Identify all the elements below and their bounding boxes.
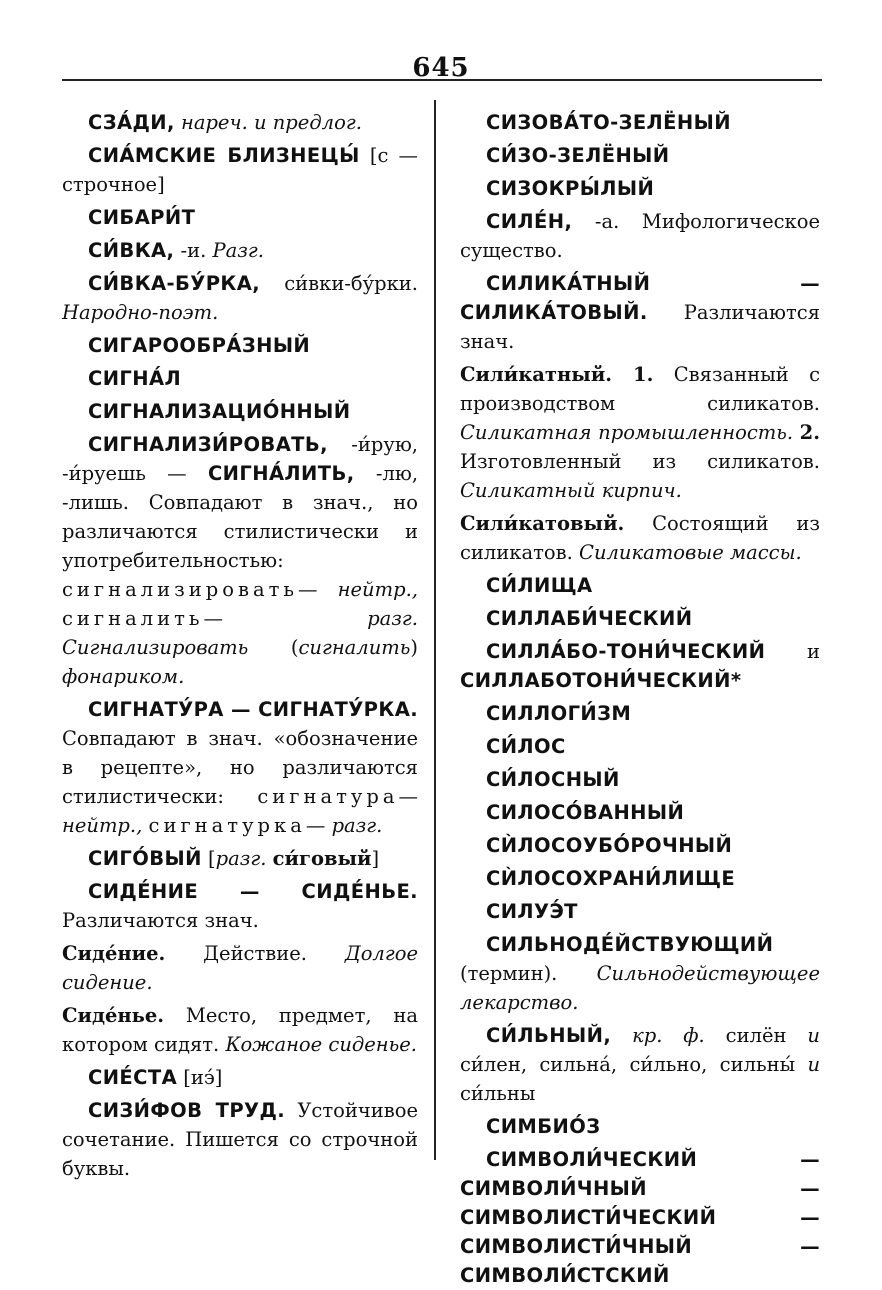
style-note: разг. <box>331 814 383 837</box>
subentry-silikatnyi <box>460 360 820 505</box>
spaced-term: сигнатурка <box>148 814 306 837</box>
grammar-note: -и́рую, -и́руешь — <box>62 433 418 485</box>
definition: [с — строчное] <box>62 144 418 196</box>
entry-sillabo-tonicheskii <box>460 637 820 695</box>
entry-sizifov-trud <box>62 1096 418 1183</box>
example: Долгое сидение. <box>62 942 418 994</box>
headword-variant: СИЛЛАБОТОНИ́ЧЕСКИЙ* <box>460 669 742 692</box>
headword: СИЛЕ́Н, <box>486 210 573 233</box>
bracket-open: [ <box>208 847 216 870</box>
headword: СЗА́ДИ, <box>88 111 175 134</box>
definition: Состоящий из силикатов. <box>460 512 820 564</box>
definition: Связанный с производством силикатов. <box>460 363 821 415</box>
subentry-silikatovyi <box>460 509 820 567</box>
dash: — <box>305 814 326 837</box>
headword: СИЛЛА́БО-ТОНИ́ЧЕСКИЙ <box>486 640 766 663</box>
headword: СИЛЬНОДЕ́ЙСТВУЮЩИЙ <box>486 933 774 956</box>
headword: СИЗИ́ФОВ ТРУД. <box>88 1099 286 1122</box>
entry-signal <box>62 364 418 393</box>
entry-silikatnyi <box>460 269 820 356</box>
headword: СИМВОЛИ́ЧЕСКИЙ — СИМВОЛИ́ЧНЫЙ — СИМВОЛИСТИ́ЧЕСКИЙ — СИМВОЛИСТИ́ЧНЫЙ — СИМВОЛИ́СТСКИЙ <box>460 1148 820 1287</box>
example: разг. Сигнализировать <box>62 607 418 659</box>
definition: Место, предмет, на котором сидят. <box>62 1004 418 1056</box>
headword: СИ́ЛЬНЫЙ, <box>486 1024 612 1047</box>
style-note: Народно-поэт. <box>62 301 219 324</box>
subentry-sidenie <box>62 939 418 997</box>
headword: СИГНАЛИЗАЦИО́ННЫЙ <box>88 400 351 423</box>
grammar-note: кр. ф. <box>632 1024 705 1047</box>
entry-sidenie <box>62 877 418 935</box>
entry-sizovato-zelenyi <box>460 108 820 137</box>
entry-sizokrylyi <box>460 174 820 203</box>
column-divider <box>434 100 436 1160</box>
entry-simvolicheskii <box>460 1145 820 1290</box>
style-note: разг. <box>215 847 267 870</box>
dash: — <box>203 607 224 630</box>
headword: СИ́ВКА, <box>88 239 175 262</box>
entry-sigaroobraznyi <box>62 331 418 360</box>
entry-silen <box>460 207 820 265</box>
entry-simbioz <box>460 1112 820 1141</box>
headword: СИЗОВА́ТО-ЗЕЛЁНЫЙ <box>486 111 731 134</box>
example: Силикатовые массы. <box>579 541 802 564</box>
definition: (термин). <box>460 962 558 985</box>
entry-silosnyi <box>460 765 820 794</box>
conjunction: и <box>807 640 820 663</box>
spaced-term: сигнатура <box>257 785 399 808</box>
spaced-term: сигнализировать <box>62 578 299 601</box>
entry-szadi <box>62 108 418 137</box>
left-column <box>62 108 419 1180</box>
headword: СИБАРИ́Т <box>88 206 196 229</box>
headword: СИГНА́Л <box>88 367 182 390</box>
grammar-note: -и. <box>180 239 207 262</box>
headword: СИ́ВКА-БУ́РКА, <box>88 272 261 295</box>
definition: Различаются знач. <box>62 909 259 932</box>
headword: СИЛЛОГИ́ЗМ <box>486 702 632 725</box>
headword: СИМБИО́З <box>486 1115 601 1138</box>
pronunciation: [иэ́] <box>183 1066 223 1089</box>
dash: — <box>398 785 418 808</box>
entry-siesta <box>62 1063 418 1092</box>
style-note: Разг. <box>212 239 264 262</box>
subheadword: Сили́катовый. <box>460 512 625 535</box>
grammar-note: си́вки-бу́рки. <box>284 272 418 295</box>
example: сигналить <box>298 636 411 659</box>
entry-sivka <box>62 236 418 265</box>
paren-open: ( <box>290 636 299 659</box>
entry-sigovyi <box>62 844 418 873</box>
headword: СИЛОСО́ВАННЫЙ <box>486 801 685 824</box>
headword: СИ́ЗО-ЗЕЛЁНЫЙ <box>486 144 670 167</box>
definition: Совпадают в знач. «обозначение в рецепте», но различаются стилистически: <box>62 727 418 808</box>
subheadword: Сили́катный. 1. <box>460 363 654 386</box>
headword-variant: СИГНА́ЛИТЬ, <box>207 462 355 485</box>
variant: си́говый <box>272 847 372 870</box>
subheadword: Сиде́нье. <box>62 1004 165 1027</box>
right-column <box>460 108 821 1287</box>
entry-sillabicheskii <box>460 604 820 633</box>
style-note: нейтр., <box>62 814 143 837</box>
headword: СЍЛОСОУБО́РОЧНЫЙ <box>486 834 733 857</box>
headword: СИ́ЛИЩА <box>486 574 593 597</box>
headword: СИ́ЛОС <box>486 735 566 758</box>
headword: СИА́МСКИЕ БЛИЗНЕЦЫ́ <box>88 144 360 167</box>
headword: СИЗОКРЫ́ЛЫЙ <box>486 177 655 200</box>
headword: СИЕ́СТА <box>88 1066 178 1089</box>
example: Силикатный кирпич. <box>460 479 682 502</box>
entry-siamskie-bliznetsy <box>62 141 418 199</box>
grammar-note: нареч. и предлог. <box>180 111 362 134</box>
definition: -а. Мифологическое существо. <box>460 210 820 262</box>
entry-sivka-burka <box>62 269 418 327</box>
form: си́льны <box>460 1082 536 1105</box>
entry-signalizatsionnyi <box>62 397 418 426</box>
entry-signatura <box>62 695 418 840</box>
headword: СИГНАЛИЗИ́РОВАТЬ, <box>88 433 328 456</box>
style-note: нейтр., <box>337 578 418 601</box>
headword: СИГАРООБРА́ЗНЫЙ <box>88 334 311 357</box>
dash: — <box>298 578 318 601</box>
form: силён <box>725 1024 787 1047</box>
entry-silnyi <box>460 1021 820 1108</box>
entry-signalizirovat <box>62 430 418 691</box>
example: Сильнодействующее лекарство. <box>460 962 820 1014</box>
spaced-term: сигналить <box>62 607 204 630</box>
example: Кожаное сиденье. <box>225 1033 417 1056</box>
entry-siluet <box>460 897 820 926</box>
entry-sibarit <box>62 203 418 232</box>
entry-silishcha <box>460 571 820 600</box>
subentry-sidenye <box>62 1001 418 1059</box>
headword: СИГО́ВЫЙ <box>88 847 202 870</box>
header-rule <box>62 79 822 81</box>
entry-silosovannyi <box>460 798 820 827</box>
definition: Различаются знач. <box>460 301 820 353</box>
headword: СЍЛОСОХРАНИ́ЛИЩЕ <box>486 867 736 890</box>
definition: Изготовленный из силикатов. <box>460 450 820 473</box>
headword: СИЛЛАБИ́ЧЕСКИЙ <box>486 607 693 630</box>
sense-number: 2. <box>799 421 820 444</box>
paren-close: ) <box>410 636 418 659</box>
conjunction: и <box>807 1024 820 1047</box>
form: си́лен, сильна́, си́льно, сильны́ <box>460 1053 796 1076</box>
entry-silos <box>460 732 820 761</box>
definition: Действие. <box>203 942 307 965</box>
entry-sizo-zelenyi <box>460 141 820 170</box>
headword: СИДЕ́НИЕ — СИДЕ́НЬЕ. <box>88 880 418 903</box>
bracket-close: ] <box>371 847 380 870</box>
page-number: 645 <box>412 53 470 83</box>
headword: СИГНАТУ́РА — СИГНАТУ́РКА. <box>88 698 418 721</box>
definition: -лю, -лишь. Совпадают в знач., но различаются стилистически и употребительностью: <box>62 462 419 572</box>
conjunction: и <box>807 1053 820 1076</box>
example: Силикатная промышленность. <box>460 421 794 444</box>
subheadword: Сиде́ние. <box>62 942 166 965</box>
entry-silosouborochnyi <box>460 831 820 860</box>
definition: Устойчивое сочетание. Пишется со строчной буквы. <box>62 1099 418 1180</box>
entry-silnodeistvuyushchii <box>460 930 820 1017</box>
entry-silosokhranilishche <box>460 864 820 893</box>
example: фонариком. <box>62 665 185 688</box>
headword: СИЛИКА́ТНЫЙ — СИЛИКА́ТОВЫЙ. <box>460 272 820 324</box>
headword: СИ́ЛОСНЫЙ <box>486 768 620 791</box>
headword: СИЛУЭ́Т <box>486 900 578 923</box>
entry-sillogizm <box>460 699 820 728</box>
